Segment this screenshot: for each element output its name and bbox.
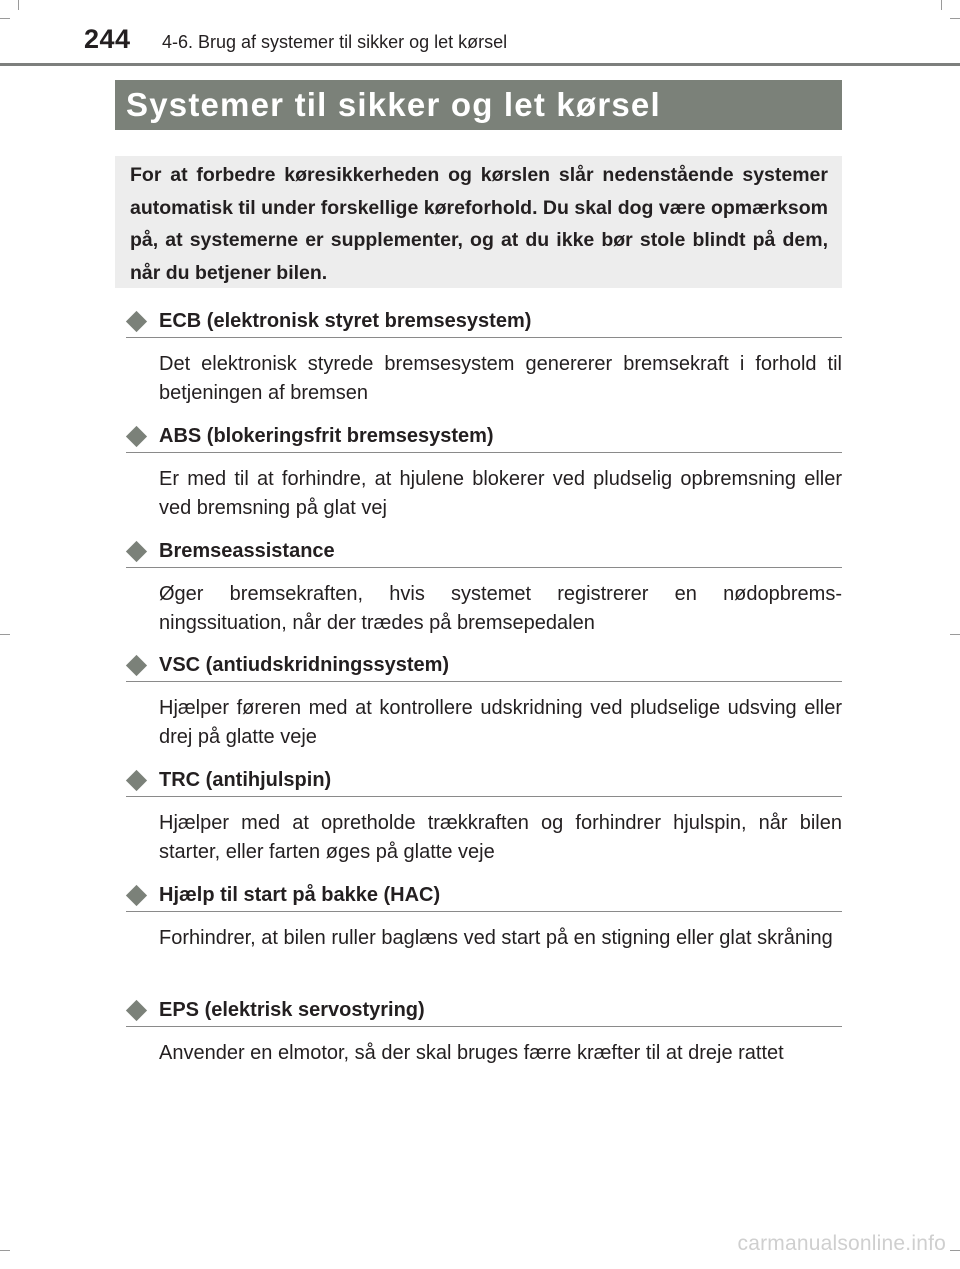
diamond-bullet-icon — [126, 885, 147, 906]
diamond-bullet-icon — [126, 655, 147, 676]
section-body: Hjælper føreren med at kontrollere udskridning ved pludselige udsving eller drej på glatte veje — [159, 697, 842, 748]
section-vsc — [126, 654, 842, 752]
section-heading-text: ABS (blokeringsfrit bremsesystem) — [159, 425, 494, 447]
section-heading — [126, 999, 842, 1027]
section-heading-text: EPS (elektrisk servostyring) — [159, 999, 425, 1021]
section-hac — [126, 884, 842, 953]
section-abs — [126, 425, 842, 523]
section-heading — [126, 769, 842, 797]
crop-mark-mid-right — [950, 634, 960, 635]
section-ecb — [126, 310, 842, 408]
crop-mark-bottom-left — [0, 1250, 10, 1251]
section-eps — [126, 999, 842, 1068]
section-bremseassistance — [126, 540, 842, 638]
diamond-bullet-icon — [126, 311, 147, 332]
section-trc — [126, 769, 842, 867]
diamond-bullet-icon — [126, 426, 147, 447]
section-heading — [126, 884, 842, 912]
section-body: Er med til at forhindre, at hjulene blokerer ved pludselig opbremsning eller ved bremsning på glat vej — [159, 468, 842, 519]
section-heading — [126, 540, 842, 568]
section-body: Anvender en elmotor, så der skal bruges færre kræfter til at dreje rattet — [159, 1042, 784, 1064]
section-heading-text: Bremseassistance — [159, 540, 335, 562]
section-body: Øger bremsekraften, hvis systemet registrerer en nødopbrems-ningssituation, når der trædes på bremsepedalen — [159, 583, 842, 634]
section-body: Hjælper med at opretholde trækkraften og forhindrer hjulspin, når bilen starter, eller farten øges på glatte veje — [159, 812, 842, 863]
chapter-title: 4-6. Brug af systemer til sikker og let kørsel — [162, 32, 508, 52]
page-number: 244 — [84, 24, 131, 54]
section-heading-text: Hjælp til start på bakke (HAC) — [159, 884, 441, 906]
crop-mark-top-left-vertical — [18, 0, 19, 10]
crop-mark-top-right-vertical — [941, 0, 942, 10]
diamond-bullet-icon — [126, 1000, 147, 1021]
section-heading — [126, 654, 842, 682]
section-heading — [126, 310, 842, 338]
header-divider — [0, 63, 960, 66]
diamond-bullet-icon — [126, 770, 147, 791]
section-body: Forhindrer, at bilen ruller baglæns ved start på en stigning eller glat skråning — [159, 927, 833, 949]
intro-text: For at forbedre køresikkerheden og kørslen slår nedenstående systemer automatisk til under forskellige køreforhold. Du skal dog være opmærksom på, at systemerne er supplementer, og at du ikke bør stole blindt på dem, når du betjener bilen. — [130, 164, 828, 284]
section-heading — [126, 425, 842, 453]
section-title-bar — [115, 80, 842, 130]
crop-mark-mid-left — [0, 634, 10, 635]
section-body: Det elektronisk styrede bremsesystem genererer bremsekraft i forhold til betjeningen af bremsen — [159, 353, 842, 404]
section-heading-text: VSC (antiudskridningssystem) — [159, 654, 450, 676]
crop-mark-top-right — [950, 18, 960, 19]
diamond-bullet-icon — [126, 541, 147, 562]
crop-mark-top-left — [0, 18, 10, 19]
crop-mark-bottom-right — [950, 1250, 960, 1251]
page-title: Systemer til sikker og let kørsel — [126, 86, 661, 123]
section-heading-text: ECB (elektronisk styret bremsesystem) — [159, 310, 532, 332]
section-heading-text: TRC (antihjulspin) — [159, 769, 332, 791]
watermark: carmanualsonline.info — [737, 1232, 946, 1255]
intro-box — [115, 156, 842, 288]
